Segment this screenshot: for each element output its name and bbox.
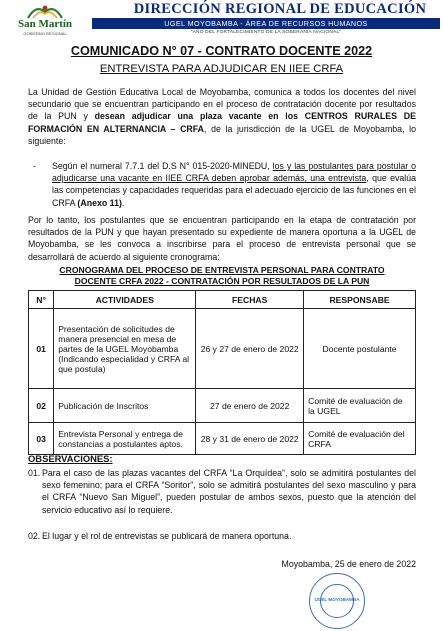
intro-text-b: , de la jurisdicción de la UGEL de Moyobamba, lo siguiente: [28, 123, 416, 146]
intro-paragraph [28, 86, 416, 147]
observation-number: 01. [28, 468, 41, 478]
seal-text: UGEL MOYOBAMBA [314, 597, 360, 602]
intro-text-a: La Unidad de Gestión Educativa Local de Moyobamba, comunica a todos los docentes del nivel secundario que se encuentran participando en el proceso de contratación docente por resultados de la PUN y [28, 87, 416, 122]
table-row [29, 423, 416, 455]
unit-bar: UGEL MOYOBAMBA - ÁREA DE RECURSOS HUMANOS [92, 18, 440, 29]
observation-text: Para el caso de las plazas vacantes del CRFA “La Orquídea”, solo se admitirá postulantes del sexo femenino; para el CRFA “Soritor”, solo se admitirá postulantes del sexo masculino y para el CRFA “Nuevo San Miguel”, pueden postular de ambos sexos, puesto que la atención del servicio educativo así lo requiere. [42, 468, 416, 515]
row-activity: Entrevista Personal y entrega de constancias a postulantes aptos. [54, 423, 196, 455]
header-dates: FECHAS [196, 291, 304, 309]
observations-heading: OBSERVACIONES: [28, 453, 113, 464]
row-date: 28 y 31 de enero de 2022 [196, 423, 304, 455]
logo-subtext: GOBIERNO REGIONAL [23, 31, 67, 36]
bullet-underlined: los y las postulantes para postular o adjudicarse una vacante en IIEE CRFA deben aprobar además, una entrevista [52, 161, 416, 184]
observation-number: 02. [28, 531, 41, 541]
row-activity: Publicación de Inscritos [54, 389, 196, 423]
table-header-row [29, 291, 416, 309]
header-responsible: RESPONSABE [304, 291, 416, 309]
row-number: 01 [29, 309, 54, 389]
document-subtitle: ENTREVISTA PARA ADJUDICAR EN IIEE CRFA [99, 63, 344, 75]
year-motto: "AÑO DEL FORTALECIMIENTO DE LA SOBERANÍA NACIONAL" [190, 30, 342, 35]
san-martin-logo [6, 2, 84, 38]
bullet-text-b: , que evalúa las competencias y capacidades requeridas para el adecuado ejercicio de las funciones en el CRFA [52, 173, 416, 208]
row-number: 03 [29, 423, 54, 455]
row-responsible: Comité de evaluación del CRFA [304, 423, 416, 455]
row-responsible: Comité de evaluación de la UGEL [304, 389, 416, 423]
bullet-annex: (Anexo 11) [77, 197, 122, 208]
row-responsible: Docente postulante [304, 309, 416, 389]
bullet-text-a: Según el numeral 7.7.1 del D.S N° 015-2020-MINEDU, [52, 161, 273, 171]
bullet-text [52, 160, 416, 209]
schedule-table [28, 290, 416, 455]
logo-name: San Martín [17, 18, 73, 30]
row-date: 27 de enero de 2022 [196, 389, 304, 423]
header-activities: ACTIVIDADES [54, 291, 196, 309]
document-title: COMUNICADO N° 07 - CONTRATO DOCENTE 2022 [70, 44, 373, 58]
observation-text: El lugar y el rol de entrevistas se publicará de manera oportuna. [42, 531, 292, 541]
bullet-text-c: . [121, 197, 125, 208]
intro-bold: desean adjudicar una plaza vacante en los CENTROS RURALES DE FORMACIÓN EN ALTERNANCIA – CRFA [28, 111, 416, 134]
table-row [29, 389, 416, 423]
schedule-title [28, 265, 416, 287]
header-number: N° [29, 291, 54, 309]
row-date: 26 y 27 de enero de 2022 [196, 309, 304, 389]
direction-title: DIRECCIÓN REGIONAL DE EDUCACIÓN [133, 1, 427, 17]
letterhead [0, 0, 443, 40]
schedule-title-line-2: DOCENTE CRFA 2022 - CONTRATACIÓN POR RESULTADOS DE LA PUN [74, 276, 370, 286]
date-line: Moyobamba, 25 de enero de 2022 [281, 559, 416, 569]
schedule-title-line-1: CRONOGRAMA DEL PROCESO DE ENTREVISTA PERSONAL PARA CONTRATO [59, 265, 385, 275]
row-number: 02 [29, 389, 54, 423]
official-seal-stamp [309, 573, 365, 629]
table-row [29, 309, 416, 389]
bullet-dash: - [33, 161, 36, 171]
row-activity: Presentación de solicitudes de manera presencial en mesa de partes de la UGEL Moyobamba (Indicando especialidad y CRFA al que postula) [54, 309, 196, 389]
convocation-paragraph: Por lo tanto, los postulantes que se encuentran participando en la etapa de contratación por resultados de la PUN y que hayan presentado su expediente de manera oportuna a la UGEL de Moyobamba, se les convoca a inscribirse para el proceso de entrevista personal que se desarrollará de acuerdo al siguiente cronograma: [28, 215, 416, 262]
